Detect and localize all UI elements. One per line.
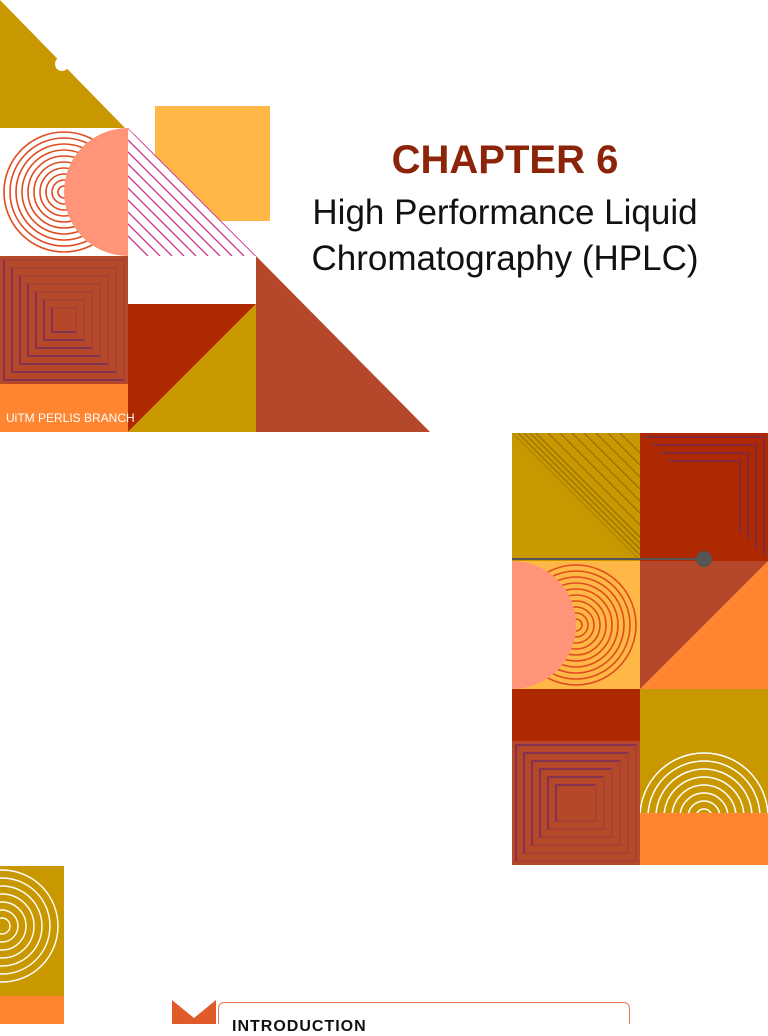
chapter-title: [270, 190, 740, 282]
branch-label: UiTM PERLIS BRANCH: [6, 411, 135, 425]
outline-item-introduction: INTRODUCTION: [232, 1018, 367, 1035]
arrow-icon: [172, 1000, 220, 1024]
lesson-outcome-slide: [0, 433, 768, 865]
chapter-title-line2: Chromatography (HPLC): [311, 239, 699, 278]
chapter-number: CHAPTER 6: [391, 138, 619, 182]
chapter-outline-slide: [0, 866, 768, 1024]
title-slide: [0, 0, 768, 432]
chapter-title-line1: High Performance Liquid: [312, 193, 698, 232]
geometric-strip: [0, 866, 64, 1024]
geometric-pattern-right: [512, 433, 768, 865]
